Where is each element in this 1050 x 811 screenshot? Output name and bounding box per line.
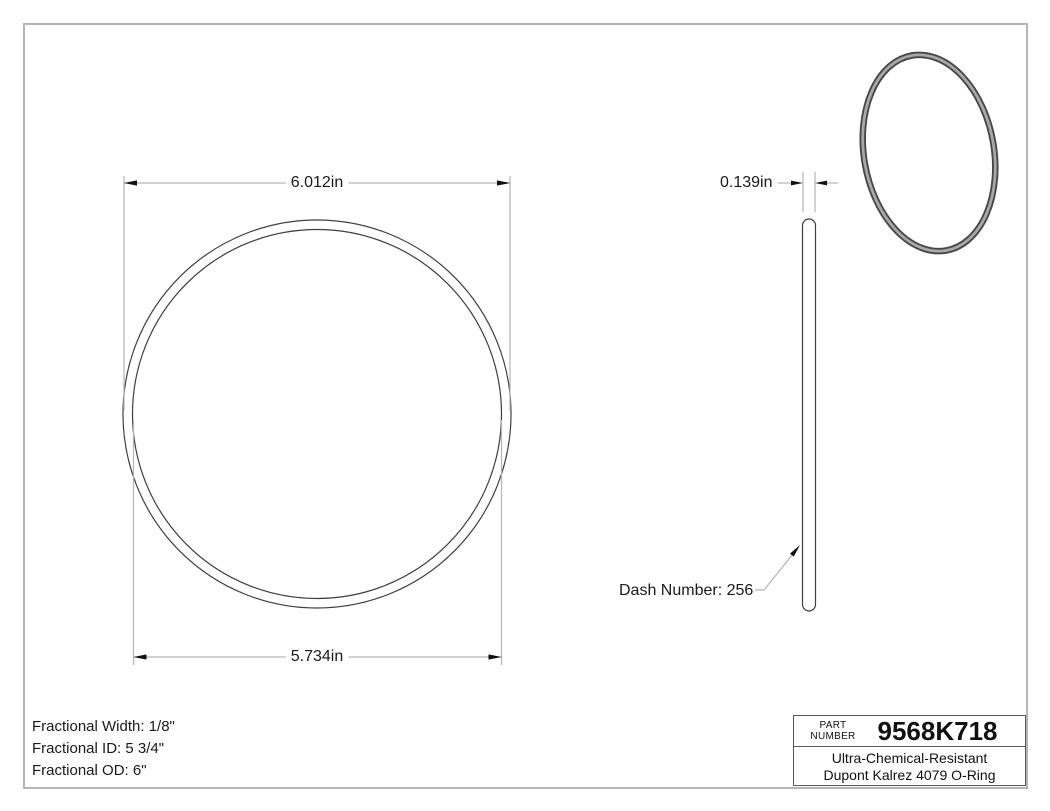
oring-side-profile <box>803 219 816 611</box>
dash-number-arrow <box>790 543 802 556</box>
title-block <box>793 715 1026 786</box>
fractional-od-note: Fractional OD: 6" <box>32 762 147 779</box>
fractional-notes <box>32 716 175 782</box>
width-arrow-right <box>815 181 827 186</box>
part-number-caption <box>802 720 864 742</box>
part-caption-line1: PART <box>819 720 847 731</box>
id-arrow-right <box>489 654 502 659</box>
inner-diameter-label: 5.734in <box>286 647 349 666</box>
od-arrow-left <box>124 180 137 185</box>
part-description-line2: Dupont Kalrez 4079 O-Ring <box>823 766 996 783</box>
cross-section-width-label: 0.139in <box>715 173 778 192</box>
fractional-width-note: Fractional Width: 1/8" <box>32 718 175 735</box>
part-number-value: 9568K718 <box>877 715 998 746</box>
fractional-id-note: Fractional ID: 5 3/4" <box>32 740 165 757</box>
dash-number-label: Dash Number: 256 <box>619 582 754 599</box>
od-arrow-right <box>497 180 510 185</box>
part-caption-line2: NUMBER <box>810 731 856 742</box>
part-description-row <box>794 747 1025 786</box>
oring-3d-view <box>848 44 1010 262</box>
id-arrow-left <box>134 654 147 659</box>
oring-outer-circle <box>123 220 511 608</box>
oring-inner-circle <box>133 230 502 599</box>
dash-number-leader-line <box>750 549 797 590</box>
outer-diameter-label: 6.012in <box>286 173 349 192</box>
part-number-row <box>794 716 1025 747</box>
width-arrow-left <box>791 181 803 186</box>
part-description-line1: Ultra-Chemical-Resistant <box>831 749 988 766</box>
